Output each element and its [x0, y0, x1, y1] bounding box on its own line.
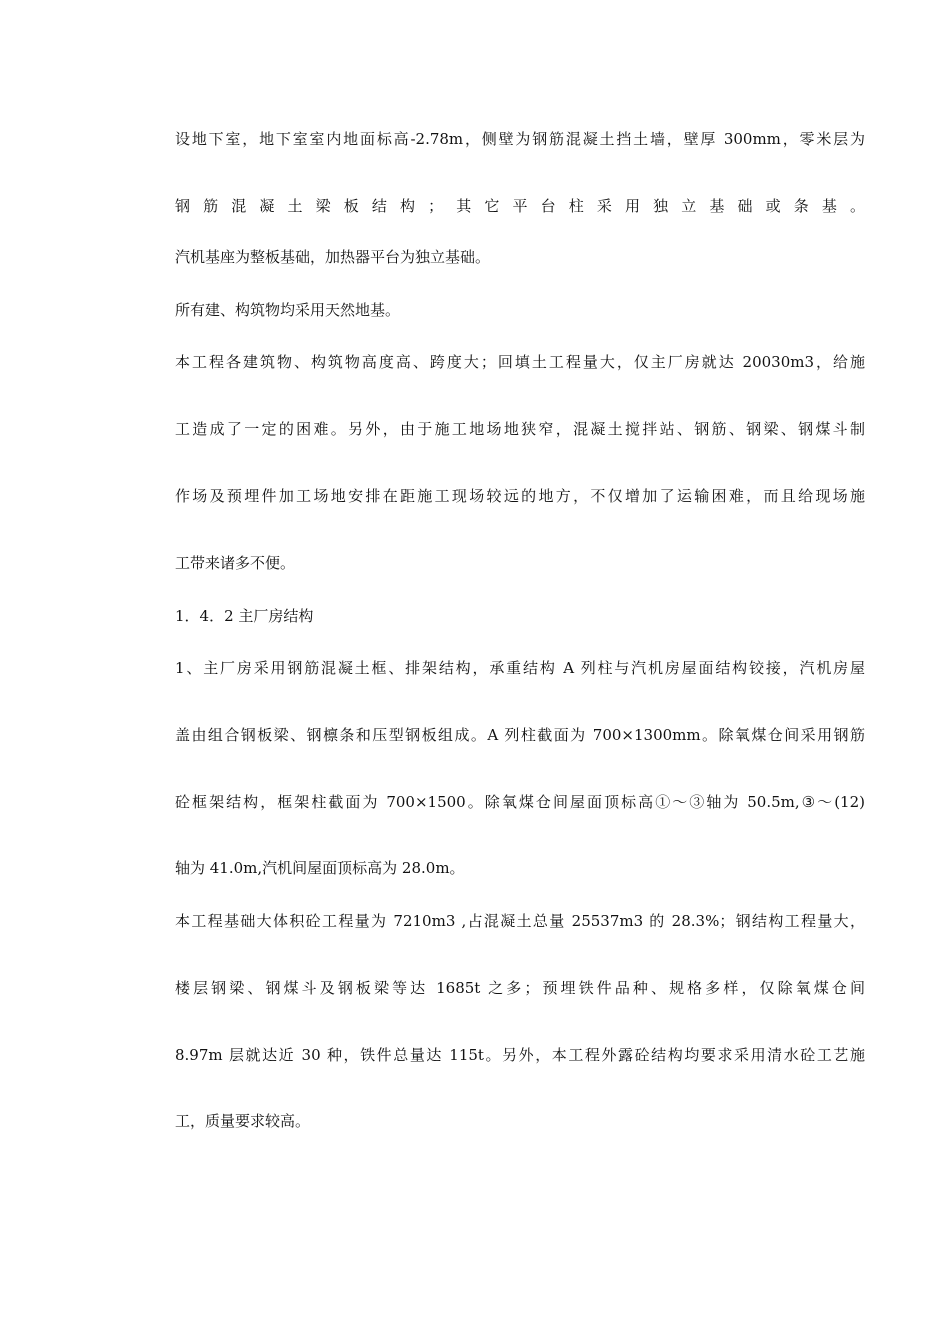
text-line-10: 1、主厂房采用钢筋混凝土框、排架结构，承重结构 A 列柱与汽机房屋面结构铰接，汽机房屋 [175, 659, 865, 677]
text-line-13: 轴为 41.0m,汽机间屋面顶标高为 28.0m。 [175, 859, 465, 877]
text-line-16: 8.97m 层就达近 30 种，铁件总量达 115t。另外，本工程外露砼结构均要求采用清水砼工艺施 [175, 1046, 865, 1064]
text-line-7: 作场及预埋件加工场地安排在距施工现场较远的地方，不仅增加了运输困难，而且给现场施 [175, 487, 865, 505]
text-line-11: 盖由组合钢板梁、钢檩条和压型钢板组成。A 列柱截面为 700×1300mm。除氧煤仓间采用钢筋 [175, 726, 865, 744]
text-line-12: 砼框架结构，框架柱截面为 700×1500。除氧煤仓间屋面顶标高①～③轴为 50.5m,③～(12) [175, 793, 865, 811]
text-line-17: 工，质量要求较高。 [175, 1112, 311, 1130]
section-heading: 1．4．2 主厂房结构 [175, 607, 314, 625]
text-line-5: 本工程各建筑物、构筑物高度高、跨度大；回填土工程量大，仅主厂房就达 20030m3，给施 [175, 353, 865, 371]
text-line-1: 设地下室，地下室室内地面标高-2.78m，侧壁为钢筋混凝土挡土墙，壁厚 300mm，零米层为 [175, 130, 865, 148]
text-line-14: 本工程基础大体积砼工程量为 7210m3 ,占混凝土总量 25537m3 的 28.3%；钢结构工程量大， [175, 912, 865, 930]
text-line-2: 钢筋混凝土梁板结构；其它平台柱采用独立基础或条基。 [175, 197, 865, 215]
text-line-3: 汽机基座为整板基础，加热器平台为独立基础。 [175, 248, 491, 266]
text-line-6: 工造成了一定的困难。另外，由于施工地场地狭窄，混凝土搅拌站、钢筋、钢梁、钢煤斗制 [175, 420, 865, 438]
text-line-8: 工带来诸多不便。 [175, 554, 296, 572]
text-line-4: 所有建、构筑物均采用天然地基。 [175, 301, 401, 319]
text-line-15: 楼层钢梁、钢煤斗及钢板梁等达 1685t 之多；预埋铁件品种、规格多样，仅除氧煤仓间 [175, 979, 865, 997]
